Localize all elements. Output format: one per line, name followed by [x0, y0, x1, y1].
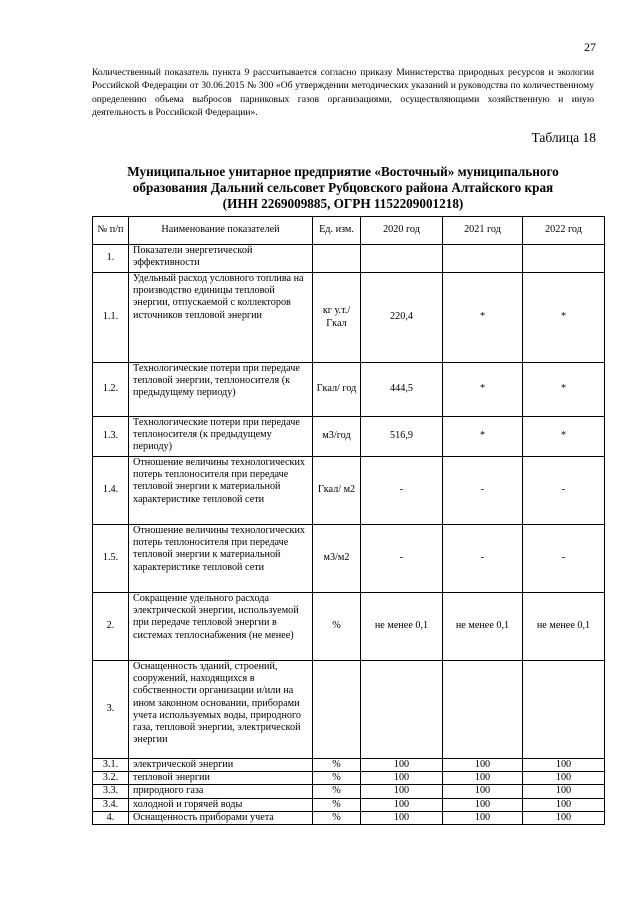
table-row [93, 593, 605, 661]
row-value-2020: 100 [361, 759, 443, 772]
row-value-2021 [443, 661, 523, 759]
table-row [93, 785, 605, 798]
table-row [93, 273, 605, 363]
row-value-2022 [523, 245, 605, 273]
row-unit: % [313, 798, 361, 811]
col-header-unit: Ед. изм. [313, 217, 361, 245]
row-value-2022: 100 [523, 811, 605, 824]
row-name: Технологические потери при передаче тепловой энергии, теплоносителя (к предыдущему периоду) [129, 363, 313, 417]
row-unit: м3/год [313, 417, 361, 457]
row-number: 2. [93, 593, 129, 661]
row-name: Отношение величины технологических потерь теплоносителя при передаче тепловой энергии к материальной характеристике тепловой сети [129, 457, 313, 525]
title-line-1: Муниципальное унитарное предприятие «Восточный» муниципального [127, 164, 559, 179]
table-row [93, 759, 605, 772]
table-row [93, 245, 605, 273]
row-number: 3.2. [93, 772, 129, 785]
row-unit: Гкал/ год [313, 363, 361, 417]
row-number: 1.4. [93, 457, 129, 525]
intro-paragraph: Количественный показатель пункта 9 рассчитывается согласно приказу Министерства природных ресурсов и экологии Российской Федерации от 30.06.2015 № 300 «Об утверждении методических указаний и руководства по количественному определению объема выбросов парниковых газов организациями, осуществляющими хозяйственную и иную деятельность в Российской Федерации». [92, 67, 594, 119]
row-unit [313, 245, 361, 273]
table-label: Таблица 18 [531, 130, 596, 145]
row-number: 4. [93, 811, 129, 824]
row-name: природного газа [129, 785, 313, 798]
row-value-2022: * [523, 363, 605, 417]
col-header-number: № п/п [93, 217, 129, 245]
row-value-2020 [361, 661, 443, 759]
row-value-2021: - [443, 457, 523, 525]
row-value-2022: - [523, 457, 605, 525]
row-value-2021: 100 [443, 772, 523, 785]
table-row [93, 772, 605, 785]
row-number: 3.3. [93, 785, 129, 798]
row-value-2020: 100 [361, 811, 443, 824]
row-value-2021: не менее 0,1 [443, 593, 523, 661]
row-name: Отношение величины технологических потерь теплоносителя при передаче тепловой энергии к материальной характеристике тепловой сети [129, 525, 313, 593]
row-number: 3. [93, 661, 129, 759]
row-value-2021: - [443, 525, 523, 593]
row-value-2022: * [523, 273, 605, 363]
row-value-2022: - [523, 525, 605, 593]
row-value-2022: не менее 0,1 [523, 593, 605, 661]
row-value-2020: 100 [361, 785, 443, 798]
page-number: 27 [584, 40, 596, 54]
row-value-2021: 100 [443, 759, 523, 772]
row-value-2020: 516,9 [361, 417, 443, 457]
row-unit [313, 661, 361, 759]
document-title [92, 164, 594, 212]
row-name: Оснащенность зданий, строений, сооружений, находящихся в собственности организации и/или на ином законном основании, приборами учета используемых воды, природного газа, тепловой энергии, электрической энергии [129, 661, 313, 759]
row-name: холодной и горячей воды [129, 798, 313, 811]
table-row [93, 457, 605, 525]
row-value-2022: 100 [523, 785, 605, 798]
row-number: 1. [93, 245, 129, 273]
row-unit: Гкал/ м2 [313, 457, 361, 525]
row-number: 1.1. [93, 273, 129, 363]
row-value-2021: * [443, 273, 523, 363]
row-value-2021: * [443, 417, 523, 457]
title-line-2: образования Дальний сельсовет Рубцовского района Алтайского края [132, 180, 554, 195]
row-value-2021 [443, 245, 523, 273]
row-value-2020: 444,5 [361, 363, 443, 417]
row-value-2021: 100 [443, 811, 523, 824]
row-name: Сокращение удельного расхода электрической энергии, используемой при передаче тепловой энергии в системах теплоснабжения (не менее) [129, 593, 313, 661]
row-value-2020: - [361, 525, 443, 593]
row-value-2022 [523, 661, 605, 759]
row-value-2020: - [361, 457, 443, 525]
row-value-2020 [361, 245, 443, 273]
row-unit: % [313, 593, 361, 661]
row-value-2022: 100 [523, 798, 605, 811]
row-number: 1.3. [93, 417, 129, 457]
row-value-2021: 100 [443, 798, 523, 811]
row-value-2022: 100 [523, 772, 605, 785]
col-header-2022: 2022 год [523, 217, 605, 245]
row-number: 3.4. [93, 798, 129, 811]
row-value-2020: 220,4 [361, 273, 443, 363]
row-unit: % [313, 811, 361, 824]
title-line-3: (ИНН 2269009885, ОГРН 1152209001218) [222, 196, 464, 211]
table-row [93, 363, 605, 417]
row-unit: % [313, 785, 361, 798]
row-value-2022: 100 [523, 759, 605, 772]
row-value-2020: не менее 0,1 [361, 593, 443, 661]
row-unit: м3/м2 [313, 525, 361, 593]
row-value-2021: * [443, 363, 523, 417]
row-name: тепловой энергии [129, 772, 313, 785]
table-row [93, 798, 605, 811]
row-name: электрической энергии [129, 759, 313, 772]
row-value-2020: 100 [361, 772, 443, 785]
col-header-2021: 2021 год [443, 217, 523, 245]
row-value-2020: 100 [361, 798, 443, 811]
row-number: 3.1. [93, 759, 129, 772]
table-header-row [93, 217, 605, 245]
row-name: Технологические потери при передаче теплоносителя (к предыдущему периоду) [129, 417, 313, 457]
table-row [93, 811, 605, 824]
table-row [93, 661, 605, 759]
col-header-name: Наименование показателей [129, 217, 313, 245]
table-row [93, 525, 605, 593]
table-row [93, 417, 605, 457]
row-name: Показатели энергетической эффективности [129, 245, 313, 273]
row-value-2022: * [523, 417, 605, 457]
row-unit: % [313, 772, 361, 785]
row-number: 1.2. [93, 363, 129, 417]
row-unit: % [313, 759, 361, 772]
row-value-2021: 100 [443, 785, 523, 798]
col-header-2020: 2020 год [361, 217, 443, 245]
row-number: 1.5. [93, 525, 129, 593]
row-name: Оснащенность приборами учета [129, 811, 313, 824]
row-name: Удельный расход условного топлива на производство единицы тепловой энергии, отпускаемой с коллекторов источников тепловой энергии [129, 273, 313, 363]
indicators-table [92, 216, 605, 825]
row-unit: кг у.т./ Гкал [313, 273, 361, 363]
